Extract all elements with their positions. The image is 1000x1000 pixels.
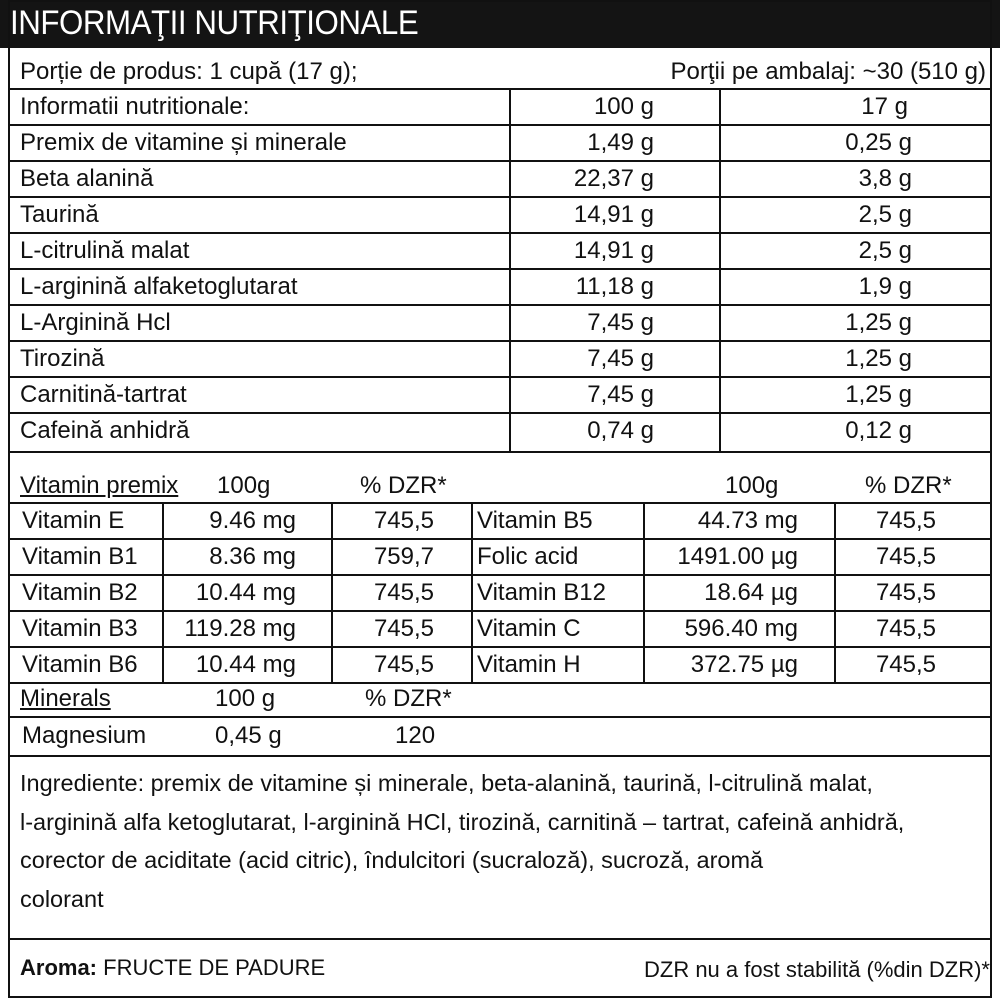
vitamin-name: Vitamin H <box>477 651 581 678</box>
nutrient-name: Premix de vitamine și minerale <box>20 129 347 156</box>
vitamin-name: Folic acid <box>477 543 579 570</box>
vitamin-name: Vitamin B1 <box>22 543 138 570</box>
flavor-label: Aroma: <box>20 955 98 980</box>
vitamin-name: Vitamin C <box>477 615 581 642</box>
nutrient-value-17g: 1,25 g <box>845 381 912 408</box>
vitamin-dzr: 745,5 <box>373 579 434 606</box>
minerals-title: Minerals <box>20 685 111 712</box>
vitamin-amount: 8.36 mg <box>209 543 296 570</box>
nutrient-value-17g: 1,25 g <box>845 345 912 372</box>
nutrient-value-100g: 1,49 g <box>587 129 654 156</box>
mineral-amount: 0,45 g <box>215 722 282 749</box>
vitamin-name: Vitamin B6 <box>22 651 138 678</box>
vitamin-amount: 44.73 mg <box>697 507 798 534</box>
vitamin-dzr: 745,5 <box>875 543 936 570</box>
nutrition-header-label: Informatii nutritionale: <box>20 93 250 120</box>
nutrient-name: L-Arginină Hcl <box>20 309 171 336</box>
vitamin-amount: 10.44 mg <box>195 651 296 678</box>
nutrient-value-100g: 14,91 g <box>573 201 654 228</box>
nutrient-value-100g: 14,91 g <box>573 237 654 264</box>
vitamin-dzr: 745,5 <box>875 651 936 678</box>
nutrient-name: Tirozină <box>20 345 105 372</box>
vitamin-amount: 18.64 µg <box>704 579 798 606</box>
dzr-note: DZR nu a fost stabilită (%din DZR)* <box>644 957 990 982</box>
vitamin-dzr: 759,7 <box>373 543 434 570</box>
nutrient-value-17g: 1,25 g <box>845 309 912 336</box>
nutrient-name: Cafeină anhidră <box>20 417 190 444</box>
nutrient-name: L-citrulină malat <box>20 237 190 264</box>
nutrient-value-17g: 0,25 g <box>845 129 912 156</box>
vitamin-amount: 10.44 mg <box>195 579 296 606</box>
servings-per-package: Porţii pe ambalaj: ~30 (510 g) <box>670 58 986 85</box>
vitamin-dzr: 745,5 <box>875 579 936 606</box>
minerals-col-dzr: % DZR* <box>365 685 452 712</box>
nutrition-header-100g: 100 g <box>593 93 654 120</box>
vitamin-col-100g-right: 100g <box>725 472 779 499</box>
serving-size: Porție de produs: 1 cupă (17 g); <box>20 58 358 85</box>
nutrient-value-100g: 7,45 g <box>587 309 654 336</box>
vitamin-amount: 1491.00 µg <box>677 543 798 570</box>
vitamin-dzr: 745,5 <box>373 507 434 534</box>
vitamin-dzr: 745,5 <box>373 615 434 642</box>
vitamin-name: Vitamin B12 <box>477 579 606 606</box>
nutrient-value-17g: 2,5 g <box>858 237 912 264</box>
vitamin-col-dzr: % DZR* <box>360 472 447 499</box>
ingredients-text <box>20 764 970 918</box>
vitamin-amount: 372.75 µg <box>690 651 798 678</box>
vitamin-dzr: 745,5 <box>373 651 434 678</box>
nutrition-header-17g: 17 g <box>861 93 908 120</box>
mineral-dzr: 120 <box>395 722 436 749</box>
vitamin-name: Vitamin B5 <box>477 507 593 534</box>
nutrient-value-100g: 7,45 g <box>587 345 654 372</box>
vitamin-amount: 9.46 mg <box>209 507 296 534</box>
flavor-value: FRUCTE DE PADURE <box>103 955 326 980</box>
ingredients-line: l-arginină alfa ketoglutarat, l-arginină HCl, tirozină, carnitină – tartrat, cafeină anhidră, <box>20 808 905 835</box>
vitamin-dzr: 745,5 <box>875 507 936 534</box>
page-title: INFORMAŢII NUTRIŢIONALE <box>10 4 419 42</box>
nutrient-value-100g: 11,18 g <box>575 273 654 300</box>
vitamin-premix-title: Vitamin premix <box>20 472 179 499</box>
ingredients-line: colorant <box>20 885 104 912</box>
vitamin-amount: 596.40 mg <box>684 615 798 642</box>
nutrient-value-100g: 22,37 g <box>573 165 654 192</box>
vitamin-col-dzr-right: % DZR* <box>865 472 952 499</box>
flavor <box>20 955 325 981</box>
vitamin-col-100g: 100g <box>217 472 271 499</box>
vitamin-dzr: 745,5 <box>875 615 936 642</box>
nutrient-value-17g: 3,8 g <box>858 165 912 192</box>
ingredients-line: corector de aciditate (acid citric), îndulcitori (sucraloză), sucroză, aromă <box>20 847 764 873</box>
nutrient-name: L-arginină alfaketoglutarat <box>20 273 298 300</box>
nutrient-value-17g: 2,5 g <box>858 201 912 228</box>
nutrient-value-17g: 1,9 g <box>858 273 912 300</box>
ingredients-line: Ingrediente: premix de vitamine și minerale, beta-alanină, taurină, l-citrulină malat, <box>20 770 873 796</box>
nutrient-value-100g: 7,45 g <box>587 381 654 408</box>
vitamin-name: Vitamin B2 <box>22 579 138 606</box>
vitamin-amount: 119.28 mg <box>184 615 296 642</box>
nutrient-name: Taurină <box>20 201 99 228</box>
vitamin-name: Vitamin E <box>22 507 125 534</box>
nutrient-value-100g: 0,74 g <box>587 417 654 444</box>
mineral-name: Magnesium <box>22 722 147 749</box>
nutrient-name: Carnitină-tartrat <box>20 381 187 408</box>
vitamin-name: Vitamin B3 <box>22 615 138 642</box>
nutrient-value-17g: 0,12 g <box>845 417 912 444</box>
minerals-col-100g: 100 g <box>215 685 276 712</box>
nutrient-name: Beta alanină <box>20 165 154 192</box>
